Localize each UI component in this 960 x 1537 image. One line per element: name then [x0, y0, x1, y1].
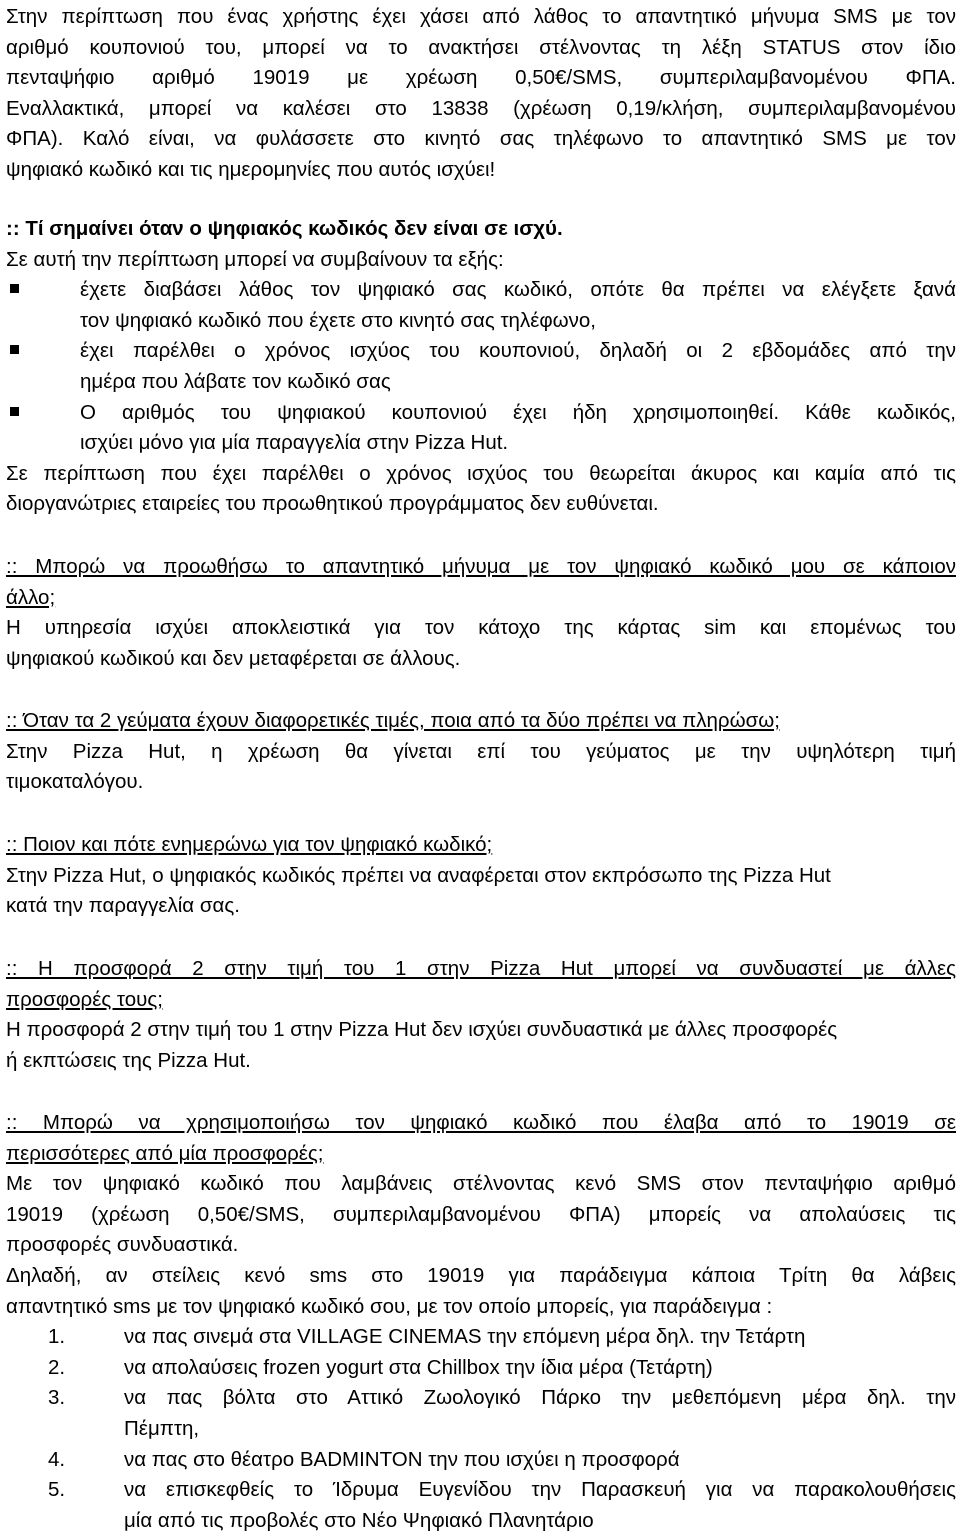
section-body-line: ψηφιακού κωδικού και δεν μεταφέρεται σε άλλους. — [6, 646, 461, 670]
bullet-item — [6, 336, 956, 397]
numbered-item — [6, 1383, 956, 1444]
bullet-line: τον ψηφιακό κωδικό που έχετε στο κινητό σας τηλέφωνο, — [80, 308, 596, 332]
list-item-line: να απολαύσεις frozen yogurt στα Chillbox την ίδια μέρα (Τετάρτη) — [124, 1355, 713, 1379]
intro-line: ΦΠΑ). Καλό είναι, να φυλάσσετε στο κινητό σας τηλέφωνο το απαντητικό SMS με τον — [6, 127, 956, 151]
bullet-line: έχει παρέλθει ο χρόνος ισχύος του κουπονιού, δηλαδή οι 2 εβδομάδες από την — [80, 339, 956, 363]
section-heading: :: Ποιον και πότε ενημερώνω για τον ψηφιακό κωδικό; — [6, 833, 493, 856]
numbered-item — [6, 1475, 956, 1536]
numbered-item — [6, 1445, 956, 1476]
bullet-line: ισχύει μόνο για μία παραγγελία στην Pizza Hut. — [80, 431, 509, 455]
bullet-item — [6, 398, 956, 459]
section-body-line: Με τον ψηφιακό κωδικό που λαμβάνεις στέλνοντας κενό SMS στον πενταψήφιο αριθμό — [6, 1172, 956, 1196]
numbered-item — [6, 1322, 956, 1353]
section-body-line: Η προσφορά 2 στην τιμή του 1 στην Pizza Hut δεν ισχύει συνδυαστικά με άλλες προσφορές — [6, 1018, 838, 1042]
section-body-line: τιμοκαταλόγου. — [6, 770, 144, 794]
section-body-line: Η υπηρεσία ισχύει αποκλειστικά για τον κάτοχο της κάρτας sim και επομένως του — [6, 616, 956, 640]
section-heading: περισσότερες από μία προσφορές; — [6, 1141, 324, 1165]
list-item-line: να πας στο θέατρο BADMINTON την που ισχύει η προσφορά — [124, 1447, 680, 1471]
section-heading: :: Μπορώ να προωθήσω το απαντητικό μήνυμα με τον ψηφιακό κωδικό μου σε κάποιον — [6, 555, 956, 578]
list-item-line: μία από τις προβολές στο Νέο Ψηφιακό Πλανητάριο — [124, 1508, 594, 1532]
section-body-line: προσφορές συνδυαστικά. — [6, 1233, 239, 1257]
bullet-line: Ο αριθμός του ψηφιακού κουπονιού έχει ήδη χρησιμοποιηθεί. Κάθε κωδικός, — [80, 400, 956, 424]
square-bullet-icon — [10, 284, 19, 293]
section-different-prices — [6, 706, 956, 798]
section-heading: :: Μπορώ να χρησιμοποιήσω τον ψηφιακό κωδικό που έλαβα από το 19019 σε — [6, 1111, 956, 1134]
intro-line: ψηφιακό κωδικό και τις ημερομηνίες που αυτός ισχύει! — [6, 157, 496, 181]
list-number: 2. — [48, 1355, 66, 1379]
intro-line: Στην περίπτωση που ένας χρήστης έχει χάσει από λάθος το απαντητικό μήνυμα SMS με τον — [6, 5, 956, 28]
bullet-line: έχετε διαβάσει λάθος τον ψηφιακό σας κωδικό, οπότε θα πρέπει να ελέγξετε ξανά — [80, 278, 956, 302]
list-number: 3. — [48, 1386, 66, 1410]
list-item-line: να πας βόλτα στο Αττικό Ζωολογικό Πάρκο την μεθεπόμενη μέρα δηλ. την — [124, 1386, 956, 1410]
section-intro: Σε αυτή την περίπτωση μπορεί να συμβαίνουν τα εξής: — [6, 247, 504, 271]
intro-paragraph — [6, 2, 956, 186]
intro-line: Εναλλακτικά, μπορεί να καλέσει στο 13838 (χρέωση 0,19/κλήση, συμπεριλαμβανομένου — [6, 96, 956, 120]
section-body-line: 19019 (χρέωση 0,50€/SMS, συμπεριλαμβανομένου ΦΠΑ) μπορείς να απολαύσεις τις — [6, 1202, 956, 1226]
section-body-line: κατά την παραγγελία σας. — [6, 894, 240, 918]
list-number: 4. — [48, 1447, 66, 1471]
section-outro-line: διοργανώτριες εταιρείες του προωθητικού προγράμματος δεν ευθύνεται. — [6, 492, 659, 516]
list-number: 1. — [48, 1325, 66, 1349]
list-item-line: να επισκεφθείς το Ίδρυμα Ευγενίδου την Παρασκευή για να παρακολουθήσεις — [124, 1478, 956, 1502]
list-item-line: Πέμπτη, — [124, 1416, 200, 1440]
section-heading: :: Τί σημαίνει όταν ο ψηφιακός κωδικός δεν είναι σε ισχύ. — [6, 217, 563, 240]
section-heading: :: Η προσφορά 2 στην τιμή του 1 στην Pizza Hut μπορεί να συνδυαστεί με άλλες — [6, 957, 956, 980]
section-combine-offers — [6, 954, 956, 1076]
square-bullet-icon — [10, 407, 19, 416]
section-body-line: απαντητικό sms με τον ψηφιακό κωδικό σου, με τον οποίο μπορείς, για παράδειγμα : — [6, 1294, 773, 1318]
intro-line: πενταψήφιο αριθμό 19019 με χρέωση 0,50€/SMS, συμπεριλαμβανομένου ΦΠΑ. — [6, 66, 956, 90]
list-number: 5. — [48, 1478, 66, 1502]
section-body-line: Δηλαδή, αν στείλεις κενό sms στο 19019 για παράδειγμα κάποια Τρίτη θα λάβεις — [6, 1263, 956, 1287]
list-item-line: να πας σινεμά στα VILLAGE CINEMAS την επόμενη μέρα δηλ. την Τετάρτη — [124, 1325, 806, 1349]
section-heading: άλλο; — [6, 585, 56, 609]
section-heading: προσφορές τους; — [6, 987, 163, 1011]
bullet-line: ημέρα που λάβατε τον κωδικό σας — [80, 369, 391, 393]
intro-line: αριθμό κουπονιού του, μπορεί να το ανακτήσει στέλνοντας τη λέξη STATUS στον ίδιο — [6, 35, 956, 59]
section-inform-code — [6, 830, 956, 922]
numbered-item — [6, 1353, 956, 1384]
square-bullet-icon — [10, 345, 19, 354]
section-outro-line: Σε περίπτωση που έχει παρέλθει ο χρόνος ισχύος του θεωρείται άκυρος και καμία από τις — [6, 461, 956, 485]
section-body-line: ή εκπτώσεις της Pizza Hut. — [6, 1048, 251, 1072]
section-invalid-code — [6, 214, 956, 520]
bullet-item — [6, 275, 956, 336]
section-forward-message — [6, 552, 956, 674]
section-multiple-offers — [6, 1108, 956, 1536]
section-body-line: Στην Pizza Hut, ο ψηφιακός κωδικός πρέπει να αναφέρεται στον εκπρόσωπο της Pizza Hut — [6, 863, 831, 887]
section-body-line: Στην Pizza Hut, η χρέωση θα γίνεται επί του γεύματος με την υψηλότερη τιμή — [6, 739, 956, 763]
section-heading: :: Όταν τα 2 γεύματα έχουν διαφορετικές τιμές, ποια από τα δύο πρέπει να πληρώσω; — [6, 709, 780, 732]
